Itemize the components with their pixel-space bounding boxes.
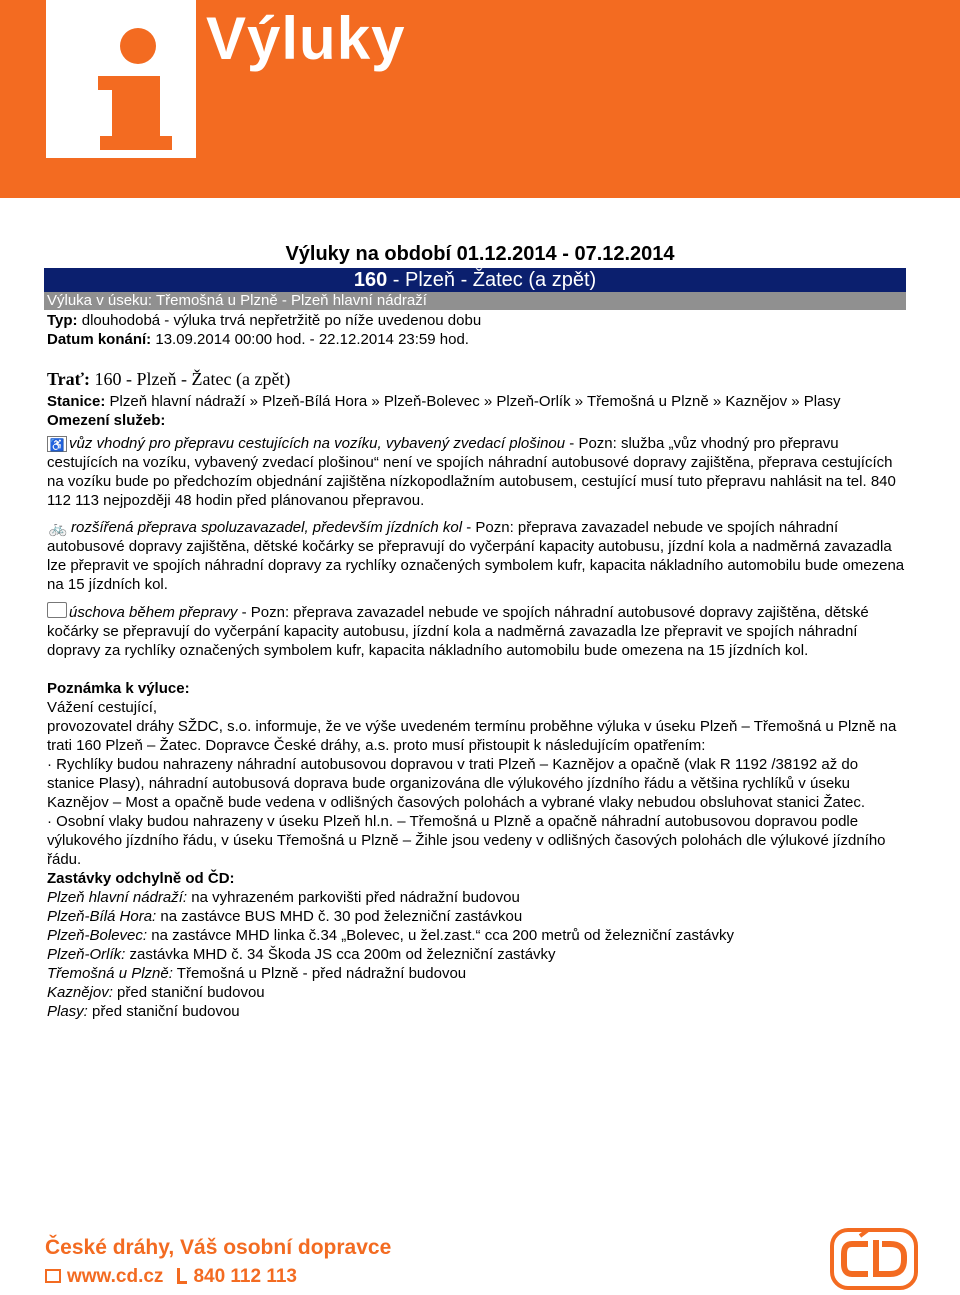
- line-number: 160: [353, 269, 388, 291]
- period-title: Výluky na období 01.12.2014 - 07.12.2014: [285, 243, 675, 265]
- note-section: [47, 679, 907, 1021]
- stop-item: Třemošná u Plzně: Třemošná u Plzně - před nádražní budovou: [47, 965, 467, 982]
- luggage-icon: [47, 602, 67, 618]
- service-text: - Pozn: přeprava zavazadel nebude ve spojích náhradní autobusové dopravy zajištěna, dětské kočárky se přepravují do vyčerpání kapacity autobusu, jízdní kola a nadměrná zavazadla lze přepravit ve spojích náhradní dopravy za rychlíky označených symbolem kufr, kapacita nákladního automobilu bude omezena na 15 jízdních kol.: [47, 519, 905, 593]
- cd-logo: [830, 1228, 918, 1290]
- stop-item: Plzeň-Orlík: zastávka MHD č. 34 Škoda JS cca 200m od železniční zastávky: [47, 946, 556, 963]
- type-row: [47, 312, 481, 330]
- stop-item: Kaznějov: před staniční budovou: [47, 984, 265, 1001]
- footer-web-link[interactable]: www.cd.cz: [67, 1266, 164, 1287]
- stations-label: Stanice:: [47, 393, 106, 410]
- date-label: Datum konání:: [47, 331, 152, 348]
- wheelchair-icon: ♿: [47, 436, 67, 452]
- track-label: Trať:: [47, 369, 91, 389]
- date-row: [47, 331, 469, 349]
- type-value: dlouhodobá - výluka trvá nepřetržitě po níže uvedenou dobu: [77, 312, 482, 329]
- stations-value: Plzeň hlavní nádraží » Plzeň-Bílá Hora » Plzeň-Bolevec » Plzeň-Orlík » Třemošná u Plzně » Kaznějov » Plasy: [105, 393, 841, 410]
- service-bicycle: [47, 518, 907, 594]
- info-icon: [46, 0, 196, 158]
- stop-item: Plasy: před staniční budovou: [47, 1003, 240, 1020]
- restrictions-label: [47, 412, 165, 430]
- restrictions-label-text: Omezení služeb:: [47, 412, 166, 429]
- note-paragraph: provozovatel dráhy SŽDC, s.o. informuje, že ve výše uvedeném termínu proběhne výluka v úseku Plzeň – Třemošná u Plzně na trati 160 Plzeň – Žatec. Dopravce České dráhy, a.s. proto musí přistoupit k následujícím opatřením:: [47, 718, 897, 754]
- line-name: - Plzeň - Žatec (a zpět): [387, 269, 597, 291]
- line-bar: [44, 268, 906, 292]
- stations-row: [47, 393, 840, 411]
- stop-item: Plzeň-Bílá Hora: na zastávce BUS MHD č. 30 pod železniční zastávkou: [47, 908, 523, 925]
- footer-slogan: České dráhy, Váš osobní dopravce: [45, 1236, 392, 1259]
- service-text: - Pozn: služba „vůz vhodný pro přepravu cestujících na vozíku, vybavený zvedací plošinou“ není ve spojích náhradní autobusové dopravy zajištěna, přeprava cestujících na vozíku bude po předchozím objednání zajištěna nízkopodlažním autobusem, cestující musí tuto přepravu nahlásit na tel. 840 112 113 nejpozději 48 hodin před plánovanou přepravou.: [47, 435, 896, 509]
- service-wheelchair: [47, 434, 907, 510]
- stops-label: Zastávky odchylně od ČD:: [47, 870, 235, 887]
- service-title: úschova během přepravy: [69, 604, 238, 621]
- service-title: vůz vhodný pro přepravu cestujících na vozíku, vybavený zvedací plošinou: [69, 435, 566, 452]
- note-paragraph: · Osobní vlaky budou nahrazeny v úseku Plzeň hl.n. – Třemošná u Plzně a opačně náhradní autobusovou dopravou podle výlukového jízdního řádu, v úseku Třemošná u Plzně – Žihle jsou vedeny v odlišných časových polohách dle výlukové jízdního řádu.: [47, 813, 886, 868]
- track-value: 160 - Plzeň - Žatec (a zpět): [90, 369, 291, 389]
- footer-contact: [45, 1266, 297, 1288]
- monitor-icon: [45, 1269, 61, 1283]
- date-value: 13.09.2014 00:00 hod. - 22.12.2014 23:59 hod.: [151, 331, 469, 348]
- phone-icon: [177, 1268, 187, 1284]
- note-label: Poznámka k výluce:: [47, 680, 190, 697]
- stop-item: Plzeň hlavní nádraží: na vyhrazeném parkovišti před nádražní budovou: [47, 889, 520, 906]
- service-luggage: [47, 602, 907, 660]
- service-text: - Pozn: přeprava zavazadel nebude ve spojích náhradní autobusové dopravy zajištěna, dětské kočárky se přepravují do vyčerpání kapacity autobusu, jízdní kola a nadměrná zavazadla lze přepravit ve spojích náhradní dopravy za rychlíky označených symbolem kufr, kapacita nákladního automobilu bude omezena na 15 jízdních kol.: [47, 604, 869, 659]
- note-paragraph: Vážení cestující,: [47, 699, 158, 716]
- bicycle-icon: 🚲: [48, 520, 68, 537]
- type-label: Typ:: [47, 312, 78, 329]
- note-paragraph: · Rychlíky budou nahrazeny náhradní autobusovou dopravou v trati Plzeň – Kaznějov a opačně (vlak R 1192 /38192 až do stanice Plasy), náhradní autobusová doprava bude organizována dle výlukového jízdního řádu a většina rychlíků v úseku Kaznějov – Most a opačně bude vedena v odlišných časových polohách a vybrané vlaky nebudou obsluhovat stanici Žatec.: [47, 756, 866, 811]
- footer-phone: 840 112 113: [193, 1266, 298, 1287]
- track-row: [47, 369, 290, 390]
- stop-item: Plzeň-Bolevec: na zastávce MHD linka č.34 „Bolevec, u žel.zast.“ cca 200 metrů od železniční zastávky: [47, 927, 734, 944]
- banner-title: Výluky: [206, 5, 406, 72]
- header-banner: [0, 0, 960, 198]
- service-title: rozšířená přeprava spoluzavazadel, především jízdních kol: [71, 519, 463, 536]
- section-bar: Výluka v úseku: Třemošná u Plzně - Plzeň hlavní nádraží: [44, 292, 906, 310]
